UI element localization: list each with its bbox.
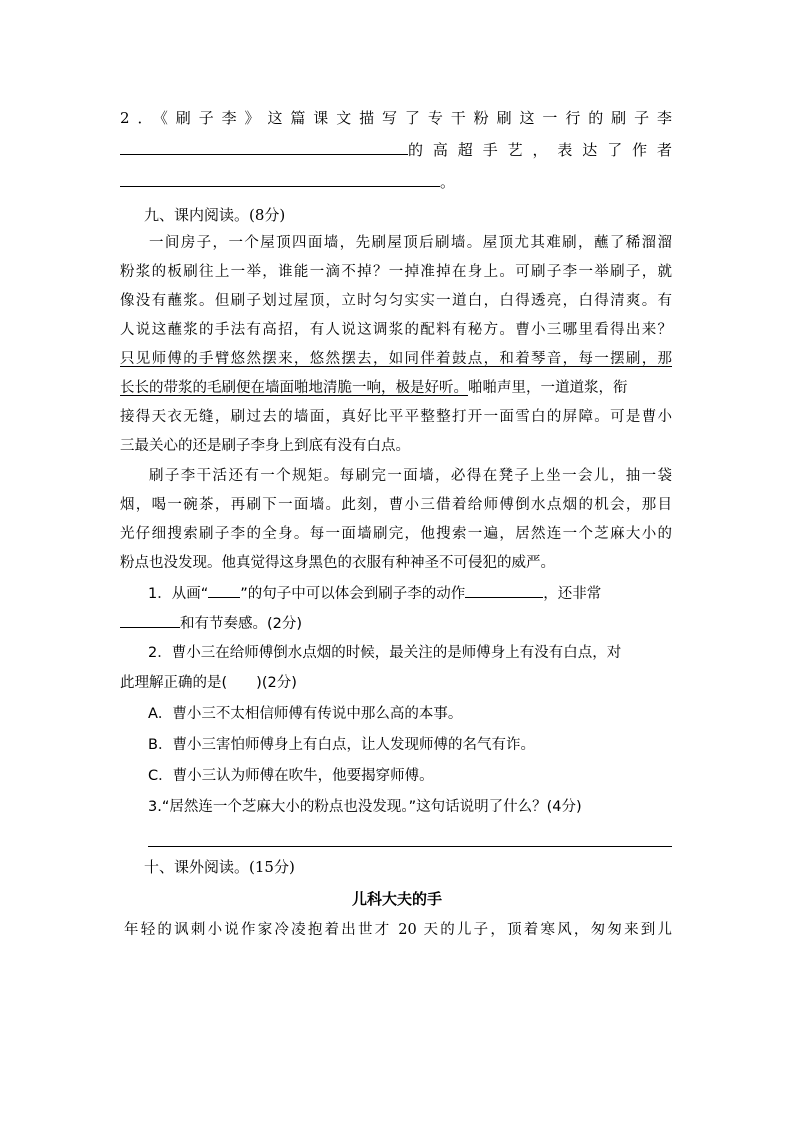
passage1-line: 像没有蘸浆。但刷子划过屋顶，立时匀匀实实一道白，白得透亮，白得清爽。有 xyxy=(120,293,672,309)
prev-q2-line2 xyxy=(120,140,672,160)
prev-q2-line3 xyxy=(120,172,672,192)
answer-blank[interactable] xyxy=(465,583,543,598)
passage2-line: 光仔细搜索刷子李的全身。每一面墙刷完，他搜索一遍，居然连一个芝麻大小的 xyxy=(120,526,672,542)
prev-q2-line2-text: 的高超手艺，表达了作者 xyxy=(408,141,672,159)
question-3: 3.“居然连一个芝麻大小的粉点也没发现。”这句话说明了什么？(4分) xyxy=(148,799,582,815)
passage2-line: 烟，喝一碗茶，再刷下一面墙。此刻，曹小三借着给师傅倒水点烟的机会，那目 xyxy=(120,497,672,513)
question-2: 2．曹小三在给师傅倒水点烟的时候，最关注的是师傅身上有没有白点，对 xyxy=(148,645,622,661)
article-title: 儿科大夫的手 xyxy=(351,890,442,908)
option-b[interactable]: B．曹小三害怕师傅身上有白点，让人发现师傅的名气有诈。 xyxy=(148,737,535,753)
answer-line[interactable] xyxy=(148,846,672,847)
answer-blank[interactable] xyxy=(120,613,180,628)
passage1-line xyxy=(120,378,672,398)
passage2-line: 粉点也没发现。他真觉得这身黑色的衣服有种神圣不可侵犯的威严。 xyxy=(120,555,555,571)
answer-blank[interactable] xyxy=(120,172,440,187)
option-c[interactable]: C．曹小三认为师傅在吹牛，他要揭穿师傅。 xyxy=(148,768,434,784)
question-1: 1．从画“ ”的句子中可以体会到刷子李的动作 ，还非常 xyxy=(148,583,700,604)
question-2-cont: 此理解正确的是( )(2分) xyxy=(120,675,297,691)
option-a[interactable]: A．曹小三不太相信师傅有传说中那么高的本事。 xyxy=(148,706,463,722)
answer-blank[interactable] xyxy=(208,583,240,598)
passage1-underlined-sentence-end: 长长的带浆的毛刷便在墙面啪地清脆一响，极是好听。 xyxy=(120,380,468,396)
section10-heading: 十、课外阅读。(15分) xyxy=(144,858,295,876)
passage1-line: 三最关心的还是刷子李身上到底有没有白点。 xyxy=(120,438,410,454)
prev-q2-line1: 2．《刷子李》这篇课文描写了专干粉刷这一行的刷子李 xyxy=(120,109,672,127)
question-1-cont: 和有节奏感。(2分) xyxy=(120,613,672,634)
passage1-line: 一间房子，一个屋顶四面墙，先刷屋顶后刷墙。屋顶尤其难刷，蘸了稀溜溜 xyxy=(149,235,672,251)
passage1-text: 啪啪声里，一道道浆，衔 xyxy=(468,380,628,396)
article-line: 年轻的讽刺小说作家冷凌抱着出世才 20 天的儿子，顶着寒风，匆匆来到儿 xyxy=(124,922,672,938)
passage1-line: 接得天衣无缝，刷过去的墙面，真好比平平整整打开一面雪白的屏障。可是曹小 xyxy=(120,409,672,425)
passage2-line: 刷子李干活还有一个规矩。每刷完一面墙，必得在凳子上坐一会儿，抽一袋 xyxy=(149,468,672,484)
passage1-line: 人说这蘸浆的手法有高招，有人说这调浆的配料有秘方。曹小三哪里看得出来？ xyxy=(120,322,672,338)
section9-heading: 九、课内阅读。(8分) xyxy=(144,206,286,224)
prev-q2-line3-text: 。 xyxy=(440,173,456,191)
passage1-underlined-sentence: 只见师傅的手臂悠然摆来，悠然摆去，如同伴着鼓点，和着琴音，每一摆刷，那 xyxy=(120,351,672,367)
answer-blank[interactable] xyxy=(120,140,408,155)
passage1-line: 粉浆的板刷往上一举，谁能一滴不掉？一掉准掉在身上。可刷子李一举刷子，就 xyxy=(120,264,672,280)
